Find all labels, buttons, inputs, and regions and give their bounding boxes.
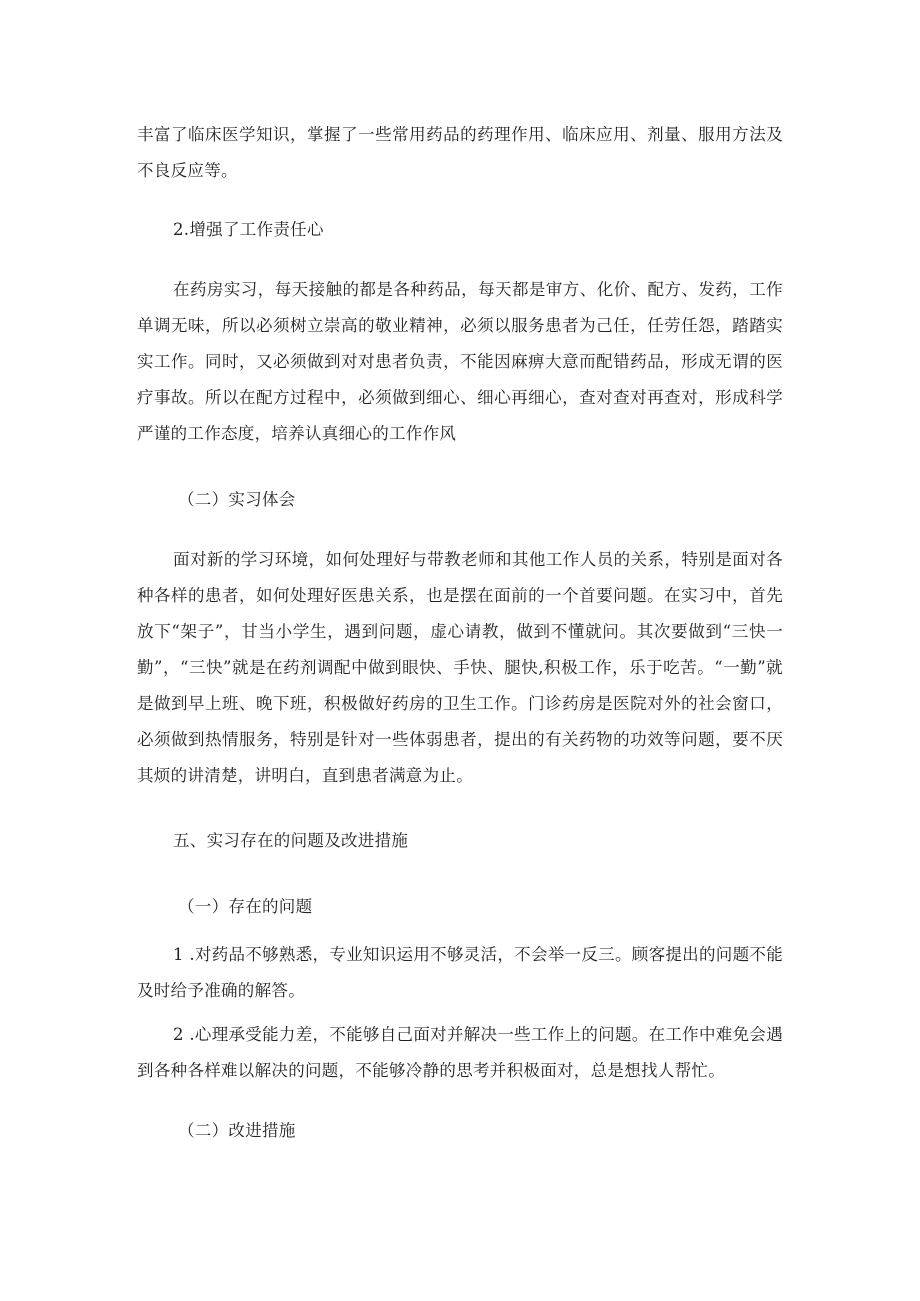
paragraph-pharmacy-internship: 在药房实习，每天接触的都是各种药品，每天都是审方、化价、配方、发药，工作单调无味，所以必须树立崇高的敬业精神，必须以服务患者为己任，任劳任怨，踏踏实实工作。同时，又必须做到对对患者负责，不能因麻痹大意而配错药品，形成无谓的医疗事故。所以在配方过程中，必须做到细心、细心再细心，查对查对再查对，形成科学严谨的工作态度，培养认真细心的工作作风 [137, 280, 783, 443]
paragraph-experience: 面对新的学习环境，如何处理好与带教老师和其他工作人员的关系，特别是面对各种各样的患者，如何处理好医患关系，也是摆在面前的一个首要问题。在实习中，首先放下“架子”，甘当小学生，遇到问题，虚心请教，做到不懂就问。其次要做到“三快一勤”，“三快”就是在药剂调配中做到眼快、手快、腿快,积极工作，乐于吃苦。“一勤”就是做到早上班、晚下班，积极做好药房的卫生工作。门诊药房是医院对外的社会窗口，必须做到热情服务，特别是针对一些体弱患者，提出的有关药物的功效等问题，要不厌其烦的讲清楚，讲明白，直到患者满意为止。 [137, 550, 783, 785]
heading-problems-and-measures: 五、实习存在的问题及改进措施 [173, 831, 409, 850]
problem-item-1: 1 .对药品不够熟悉，专业知识运用不够灵活，不会举一反三。顾客提出的问题不能及时给予准确的解答。 [137, 945, 783, 1000]
problem-item-2: 2 .心理承受能力差，不能够自己面对并解决一些工作上的问题。在工作中难免会遇到各种各样难以解决的问题，不能够冷静的思考并积极面对，总是想找人帮忙。 [137, 1025, 783, 1080]
heading-internship-experience: （二）实习体会 [178, 490, 296, 509]
subheading-responsibility: 2.增强了工作责任心 [173, 220, 324, 239]
heading-existing-problems: （一）存在的问题 [178, 897, 313, 916]
paragraph-continuation: 丰富了临床医学知识，掌握了一些常用药品的药理作用、临床应用、剂量、服用方法及不良反应等。 [137, 125, 783, 180]
heading-improvement-measures: （二）改进措施 [178, 1121, 296, 1140]
